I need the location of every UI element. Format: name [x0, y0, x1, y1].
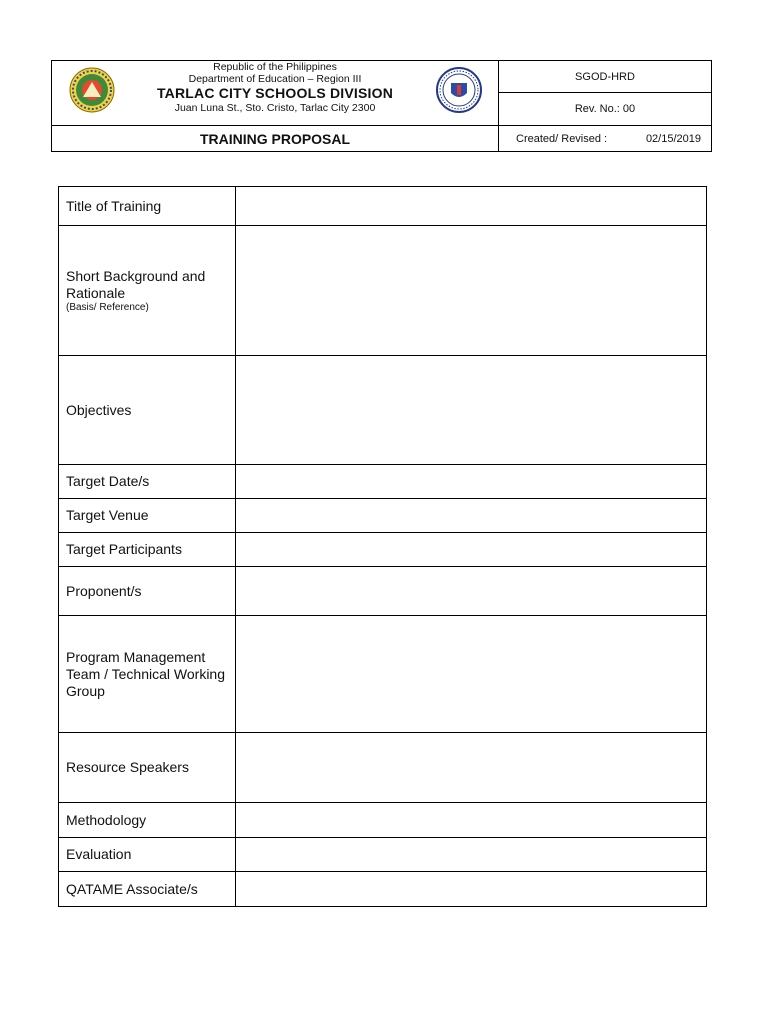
label-target-venue: Target Venue — [59, 499, 236, 533]
training-proposal-form — [58, 186, 707, 907]
form-row-objectives — [59, 356, 707, 465]
created-revised-cell — [499, 126, 711, 152]
field-objectives[interactable] — [236, 356, 707, 465]
document-title-cell — [52, 126, 499, 152]
form-row-qatame — [59, 872, 707, 907]
label-basis-note: (Basis/ Reference) — [66, 301, 149, 313]
document-header — [51, 60, 712, 152]
label-program-management: Program Management Team / Technical Working Group — [59, 616, 236, 733]
label-proponents: Proponent/s — [59, 567, 236, 616]
field-program-management[interactable] — [236, 616, 707, 733]
form-row-target-participants — [59, 533, 707, 567]
label-title-of-training: Title of Training — [59, 187, 236, 226]
document-title: TRAINING PROPOSAL — [199, 131, 351, 147]
field-evaluation[interactable] — [236, 838, 707, 872]
form-row-target-dates — [59, 465, 707, 499]
field-short-background[interactable] — [236, 226, 707, 356]
form-row-program-management — [59, 616, 707, 733]
label-resource-speakers: Resource Speakers — [59, 733, 236, 803]
form-row-background — [59, 226, 707, 356]
field-proponents[interactable] — [236, 567, 707, 616]
field-resource-speakers[interactable] — [236, 733, 707, 803]
label-evaluation: Evaluation — [59, 838, 236, 872]
created-revised-label: Created/ Revised : — [516, 133, 608, 145]
field-methodology[interactable] — [236, 803, 707, 838]
label-short-background: Short Background and Rationale — [66, 267, 206, 301]
org-department: Department of Education – Region III — [188, 73, 362, 85]
deped-seal-icon — [436, 67, 482, 113]
field-target-dates[interactable] — [236, 465, 707, 499]
form-row-title — [59, 187, 707, 226]
field-target-participants[interactable] — [236, 533, 707, 567]
form-row-evaluation — [59, 838, 707, 872]
org-division-name: TARLAC CITY SCHOOLS DIVISION — [156, 85, 394, 101]
document-code: SGOD-HRD — [499, 61, 711, 93]
org-country: Republic of the Philippines — [213, 61, 337, 73]
label-target-dates: Target Date/s — [59, 465, 236, 499]
created-revised-date: 02/15/2019 — [645, 133, 701, 145]
label-background-cell — [59, 226, 236, 356]
form-row-methodology — [59, 803, 707, 838]
label-objectives: Objectives — [59, 356, 236, 465]
label-methodology: Methodology — [59, 803, 236, 838]
revision-number: Rev. No.: 00 — [499, 93, 711, 126]
header-organization-cell — [52, 61, 499, 126]
field-title-of-training[interactable] — [236, 187, 707, 226]
org-address: Juan Luna St., Sto. Cristo, Tarlac City 2300 — [174, 102, 376, 114]
field-target-venue[interactable] — [236, 499, 707, 533]
label-target-participants: Target Participants — [59, 533, 236, 567]
form-row-target-venue — [59, 499, 707, 533]
field-qatame-associates[interactable] — [236, 872, 707, 907]
form-row-proponents — [59, 567, 707, 616]
label-qatame-associates: QATAME Associate/s — [59, 872, 236, 907]
form-row-resource-speakers — [59, 733, 707, 803]
